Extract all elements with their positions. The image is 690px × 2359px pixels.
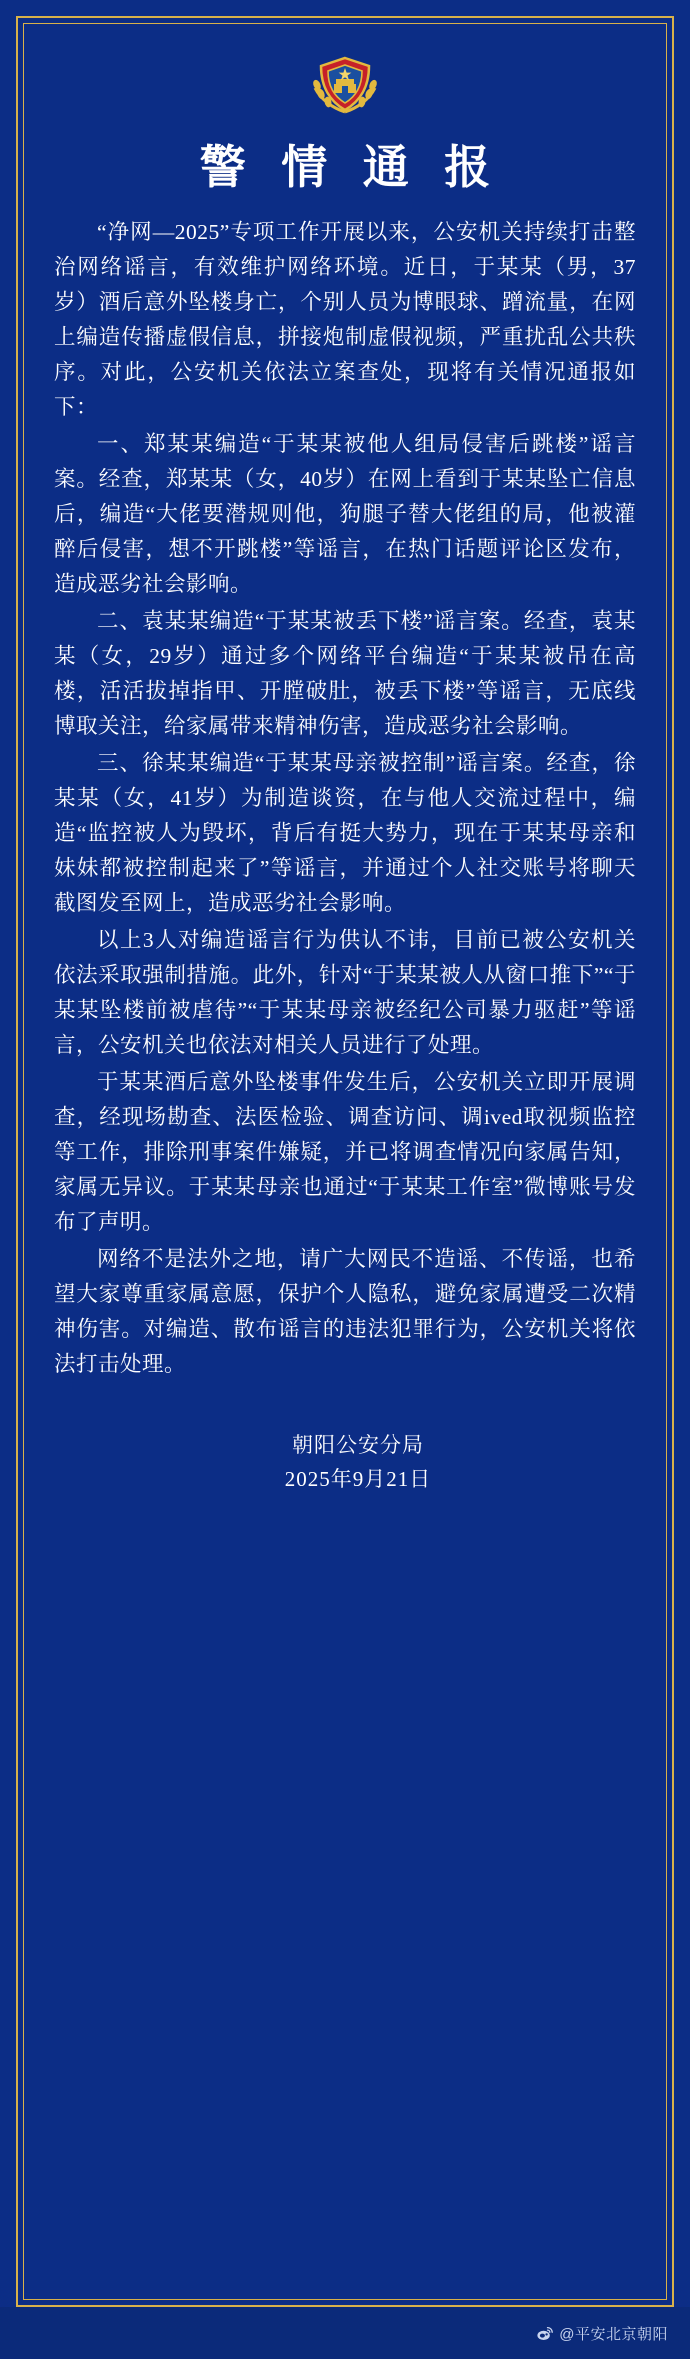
- notice-content: [16, 16, 674, 2307]
- footer-bar: [0, 2307, 690, 2359]
- paragraph: 三、徐某某编造“于某某母亲被控制”谣言案。经查，徐某某（女，41岁）为制造谈资，在与他人交流过程中，编造“监控被人为毁坏，背后有挺大势力，现在于某某母亲和妹妹都被控制起来了”等谣言，并通过个人社交账号将聊天截图发至网上，造成恶劣社会影响。: [54, 751, 636, 915]
- source-label: @平安北京朝阳: [559, 2325, 668, 2343]
- issuing-department: 朝阳公安分局: [292, 1433, 424, 1457]
- paragraph: “净网—2025”专项工作开展以来，公安机关持续打击整治网络谣言，有效维护网络环境。近日，于某某（男，37岁）酒后意外坠楼身亡，个别人员为博眼球、蹭流量，在网上编造传播虚假信息，拼接炮制虚假视频，严重扰乱公共秩序。对此，公安机关依法立案查处，现将有关情况通报如下：: [54, 220, 636, 419]
- paragraph: 以上3人对编造谣言行为供认不讳，目前已被公安机关依法采取强制措施。此外，针对“于某某被人从窗口推下”“于某某坠楼前被虐待”“于某某母亲被经纪公司暴力驱赶”等谣言，公安机关也依法对相关人员进行了处理。: [54, 928, 636, 1057]
- source-attribution[interactable]: [536, 2323, 668, 2344]
- paragraph: 于某某酒后意外坠楼事件发生后，公安机关立即开展调查，经现场勘查、法医检验、调查访问、调ived取视频监控等工作，排除刑事案件嫌疑，并已将调查情况向家属告知，家属无异议。于某某母亲也通过“于某某工作室”微博账号发布了声明。: [54, 1070, 636, 1234]
- signature-block: [54, 1428, 636, 1496]
- weibo-icon: [536, 2325, 553, 2342]
- notice-body: [54, 215, 636, 1382]
- paragraph: 一、郑某某编造“于某某被他人组局侵害后跳楼”谣言案。经查，郑某某（女，40岁）在网上看到于某某坠亡信息后，编造“大佬要潜规则他，狗腿子替大佬组的局，他被灌醉后侵害，想不开跳楼”等谣言，在热门话题评论区发布，造成恶劣社会影响。: [54, 432, 636, 596]
- paragraph: 二、袁某某编造“于某某被丢下楼”谣言案。经查，袁某某（女，29岁）通过多个网络平台编造“于某某被吊在高楼，活活拔掉指甲、开膛破肚，被丢下楼”等谣言，无底线博取关注，给家属带来精神伤害，造成恶劣社会影响。: [54, 609, 636, 738]
- paragraph: 网络不是法外之地，请广大网民不造谣、不传谣，也希望大家尊重家属意愿，保护个人隐私，避免家属遭受二次精神伤害。对编造、散布谣言的违法犯罪行为，公安机关将依法打击处理。: [54, 1247, 636, 1376]
- china-police-emblem-icon: [303, 52, 387, 118]
- emblem-container: [54, 52, 636, 123]
- page-title: 警 情 通 报: [199, 142, 503, 193]
- issue-date: 2025年9月21日: [284, 1467, 432, 1491]
